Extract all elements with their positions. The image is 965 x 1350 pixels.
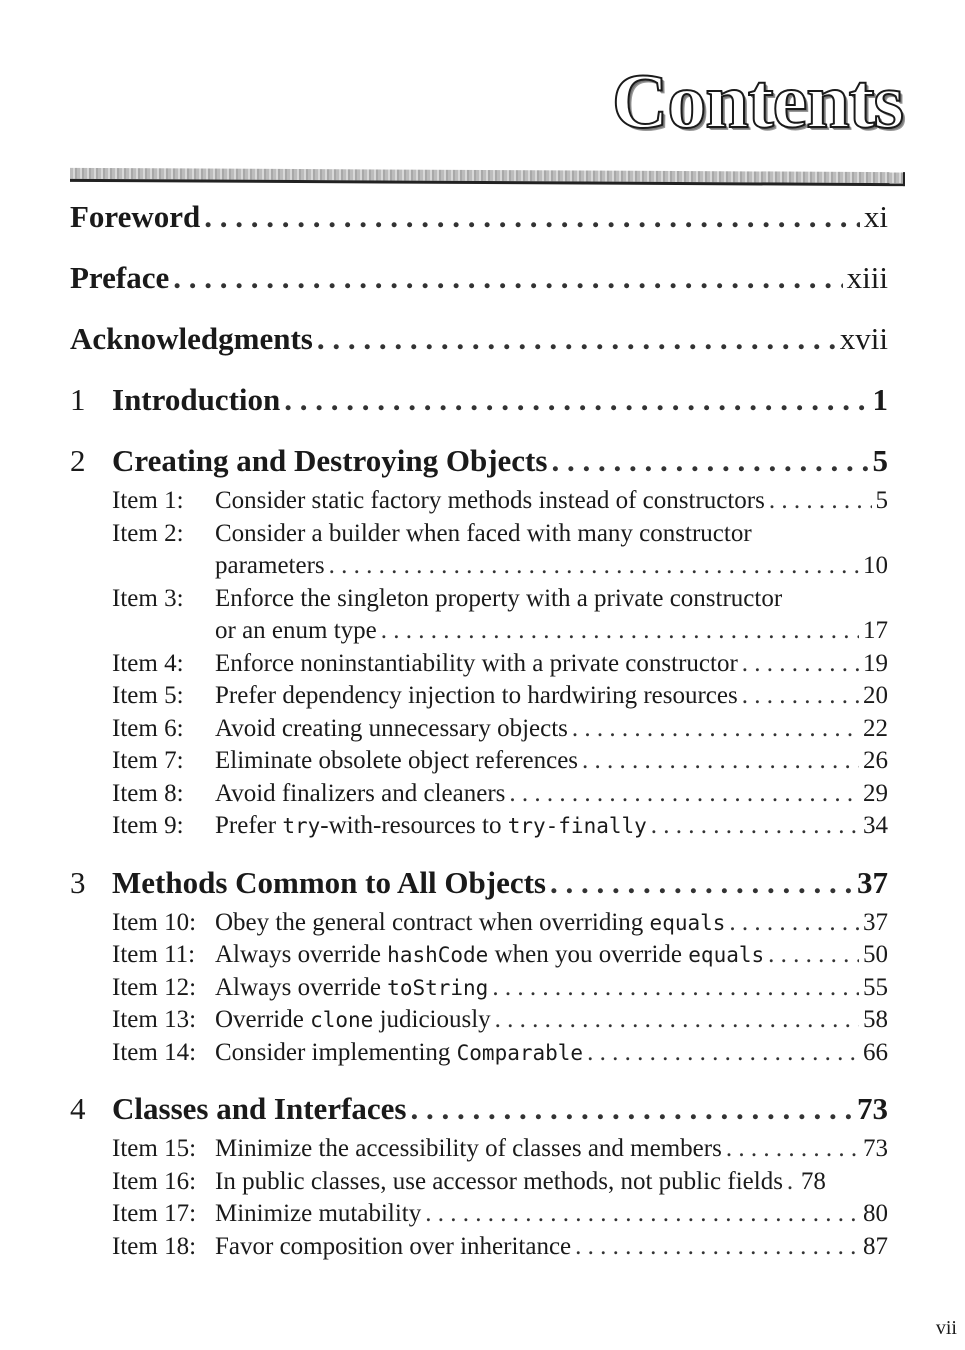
item-page: 17 — [863, 617, 888, 644]
item-title — [215, 939, 764, 972]
entry-title: Acknowledgments — [70, 321, 313, 356]
toc-entry-preface[interactable] — [70, 256, 888, 317]
dot-leader — [284, 378, 868, 422]
item-text: Obey the general contract when overriding — [215, 908, 650, 936]
item-title: Enforce noninstantiability with a private constructor — [215, 649, 738, 677]
dot-leader — [381, 615, 859, 648]
item-text: Override — [215, 1006, 311, 1033]
item-label: Item 5: — [112, 682, 184, 709]
toc-item-12[interactable] — [70, 972, 888, 1005]
code-text: Comparable — [456, 1040, 584, 1065]
toc-entry-foreword[interactable] — [70, 195, 888, 256]
item-text: Always override — [215, 973, 388, 1001]
dot-leader — [550, 861, 853, 905]
item-label: Item 3: — [112, 584, 184, 612]
item-label: Item 6: — [112, 714, 184, 742]
toc-chapter-2[interactable] — [70, 439, 888, 485]
toc-chapter-4[interactable] — [70, 1087, 888, 1133]
item-label: Item 11: — [112, 941, 196, 968]
item-page: 66 — [863, 1038, 888, 1066]
item-label: Item 16: — [112, 1167, 197, 1195]
table-of-contents — [70, 195, 888, 1263]
item-label: Item 12: — [112, 973, 197, 1001]
chapter-page: 5 — [872, 443, 888, 478]
item-title-line2: parameters — [215, 552, 325, 579]
item-label: Item 2: — [112, 519, 184, 547]
dot-leader — [742, 648, 859, 681]
dot-leader — [587, 1037, 859, 1070]
item-label: Item 1: — [112, 487, 184, 514]
toc-item-7[interactable] — [70, 745, 888, 778]
chapter-title: Introduction — [112, 382, 281, 417]
chapter-page: 37 — [857, 864, 888, 900]
dot-leader — [495, 1004, 859, 1037]
chapter-number: 3 — [70, 864, 86, 900]
toc-item-8[interactable] — [70, 778, 888, 811]
item-page: 37 — [863, 908, 888, 936]
item-label: Item 17: — [112, 1200, 197, 1227]
dot-leader — [411, 1087, 854, 1131]
code-text: try-finally — [507, 814, 647, 838]
dot-leader — [575, 1231, 859, 1264]
toc-item-4[interactable] — [70, 648, 888, 681]
dot-leader — [204, 195, 860, 239]
item-title-line2: or an enum type — [215, 617, 377, 644]
item-title — [215, 1004, 491, 1037]
chapter-title: Methods Common to All Objects — [112, 864, 546, 900]
entry-title: Preface — [70, 260, 170, 295]
dot-leader — [651, 810, 859, 843]
toc-item-13[interactable] — [70, 1004, 888, 1037]
chapter-title: Classes and Interfaces — [112, 1091, 407, 1126]
dot-leader — [742, 680, 859, 713]
item-title: Avoid creating unnecessary objects — [215, 714, 568, 742]
dot-leader — [582, 745, 859, 778]
item-title — [215, 972, 488, 1005]
item-text: Always override — [215, 941, 388, 968]
item-title: Favor composition over inheritance — [215, 1232, 572, 1260]
item-title: In public classes, use accessor methods, not public fields — [215, 1167, 783, 1195]
toc-chapter-3[interactable] — [70, 861, 888, 907]
item-page: 5 — [875, 487, 888, 514]
item-page: 58 — [863, 1006, 888, 1033]
page-number: vii — [935, 1317, 957, 1339]
entry-page: xvii — [839, 321, 888, 356]
item-label: Item 7: — [112, 747, 184, 774]
item-page: 19 — [863, 649, 888, 677]
dot-leader — [509, 778, 859, 811]
toc-item-9[interactable] — [70, 810, 888, 843]
dot-leader — [769, 485, 872, 518]
dot-leader — [787, 1166, 797, 1199]
chapter-number: 1 — [70, 382, 86, 417]
item-title: Minimize mutability — [215, 1200, 422, 1227]
chapter-page: 73 — [857, 1091, 888, 1126]
item-page: 50 — [863, 941, 888, 968]
toc-item-2-cont[interactable] — [70, 550, 888, 583]
dot-leader — [726, 1133, 859, 1166]
item-title: Minimize the accessibility of classes and members — [215, 1135, 722, 1162]
item-text: Prefer — [215, 812, 283, 839]
item-title: Prefer dependency injection to hardwiring resources — [215, 682, 738, 709]
toc-item-6[interactable] — [70, 713, 888, 746]
item-text: judiciously — [373, 1006, 491, 1033]
code-text: try — [282, 814, 321, 838]
entry-page: xi — [863, 199, 888, 234]
code-text: hashCode — [387, 943, 489, 967]
code-text: toString — [387, 975, 489, 1000]
entry-title: Foreword — [70, 199, 201, 234]
toc-item-11[interactable] — [70, 939, 888, 972]
toc-item-10[interactable] — [70, 907, 888, 940]
toc-item-15[interactable] — [70, 1133, 888, 1166]
dot-leader — [425, 1198, 859, 1231]
toc-entry-acknowledgments[interactable] — [70, 317, 888, 378]
toc-item-16[interactable] — [70, 1166, 888, 1199]
item-page: 20 — [863, 682, 888, 709]
item-label: Item 4: — [112, 649, 184, 677]
code-text: equals — [649, 910, 726, 935]
item-label: Item 8: — [112, 779, 184, 807]
toc-item-5[interactable] — [70, 680, 888, 713]
dot-leader — [572, 713, 859, 746]
chapter-number: 4 — [70, 1091, 86, 1126]
item-text: Consider implementing — [215, 1038, 457, 1066]
item-label: Item 13: — [112, 1006, 197, 1033]
dot-leader — [729, 907, 859, 940]
toc-item-2[interactable] — [70, 518, 888, 551]
item-page: 80 — [863, 1200, 888, 1227]
item-page: 29 — [863, 779, 888, 807]
item-title: Consider static factory methods instead of constructors — [215, 487, 765, 514]
item-text: when you override — [488, 941, 689, 968]
toc-chapter-1[interactable] — [70, 378, 888, 439]
title-rule — [70, 168, 905, 186]
chapter-page: 1 — [872, 382, 888, 417]
item-page: 78 — [800, 1167, 826, 1195]
item-page: 22 — [863, 714, 888, 742]
item-label: Item 10: — [112, 908, 197, 936]
item-title — [215, 810, 647, 843]
item-label: Item 9: — [112, 812, 184, 839]
code-text: equals — [688, 943, 765, 967]
toc-item-14[interactable] — [70, 1037, 888, 1070]
item-page: 73 — [863, 1135, 888, 1162]
item-title-line1: Consider a builder when faced with many constructor — [215, 519, 752, 547]
item-title: Eliminate obsolete object references — [215, 747, 579, 774]
item-page: 87 — [863, 1232, 888, 1260]
item-page: 55 — [863, 973, 888, 1001]
chapter-number: 2 — [70, 443, 86, 478]
item-title: Avoid finalizers and cleaners — [215, 779, 506, 807]
toc-item-1[interactable] — [70, 485, 888, 518]
dot-leader — [492, 972, 859, 1005]
item-text: -with-resources to — [320, 812, 508, 839]
dot-leader — [329, 550, 859, 583]
item-page: 26 — [863, 747, 888, 774]
code-text: clone — [310, 1008, 374, 1032]
item-title — [215, 907, 725, 940]
item-title-line1: Enforce the singleton property with a private constructor — [215, 584, 783, 612]
item-label: Item 14: — [112, 1038, 197, 1066]
dot-leader — [768, 939, 859, 972]
chapter-title: Creating and Destroying Objects — [112, 443, 548, 478]
toc-item-3[interactable] — [70, 583, 888, 616]
dot-leader — [317, 317, 836, 361]
entry-page: xiii — [846, 260, 888, 295]
toc-item-17[interactable] — [70, 1198, 888, 1231]
item-title — [215, 1037, 583, 1070]
page-title: Contents — [611, 57, 903, 144]
dot-leader — [551, 439, 868, 483]
item-label: Item 15: — [112, 1135, 197, 1162]
dot-leader — [173, 256, 842, 300]
toc-item-18[interactable] — [70, 1231, 888, 1264]
toc-item-3-cont[interactable] — [70, 615, 888, 648]
item-page: 10 — [863, 552, 888, 579]
item-page: 34 — [863, 812, 888, 839]
item-label: Item 18: — [112, 1232, 197, 1260]
